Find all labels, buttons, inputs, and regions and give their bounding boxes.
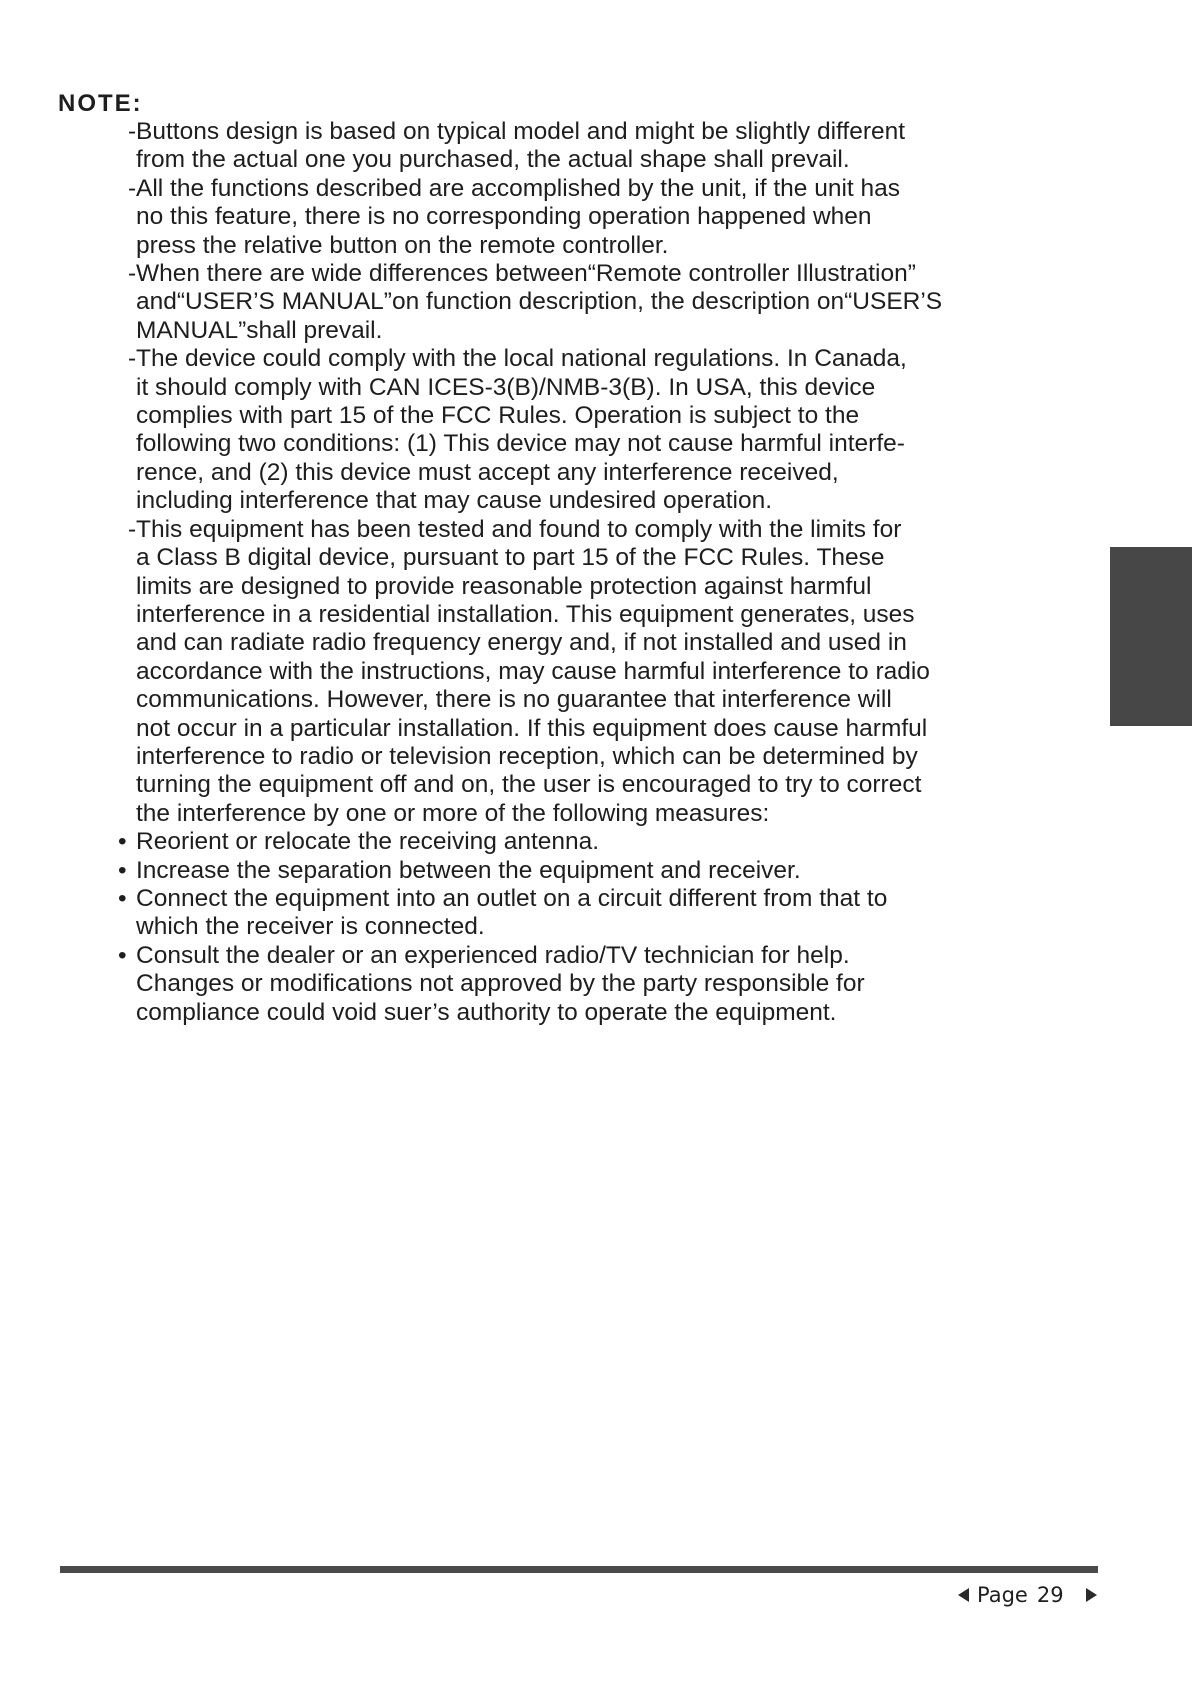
note-text-line: from the actual one you purchased, the actual shape shall prevail. xyxy=(136,146,850,174)
bullet-marker: • xyxy=(118,941,127,969)
note-text-line: When there are wide differences between“Remote controller Illustration” xyxy=(136,260,916,288)
page-number: 29 xyxy=(1036,1583,1064,1607)
note-item xyxy=(120,345,1060,515)
previous-page-arrow-icon[interactable] xyxy=(958,1588,969,1602)
bullet-item xyxy=(120,828,1060,856)
note-text-line: accordance with the instructions, may cause harmful interference to radio xyxy=(136,657,930,685)
note-text-line: Buttons design is based on typical model and might be slightly different xyxy=(136,118,906,145)
dash-marker: - xyxy=(128,515,137,543)
note-text-line: not occur in a particular installation. If this equipment does cause harmful xyxy=(136,714,928,742)
note-text-line: Increase the separation between the equipment and receiver. xyxy=(136,856,801,884)
note-item xyxy=(120,175,1060,260)
bullet-item xyxy=(120,942,1060,1027)
note-text-line: turning the equipment off and on, the user is encouraged to try to correct xyxy=(136,771,922,799)
dash-marker: - xyxy=(128,345,137,373)
bullet-marker: • xyxy=(118,884,127,912)
note-text-line: no this feature, there is no corresponding operation happened when xyxy=(136,203,872,231)
note-text-line: following two conditions: (1) This device may not cause harmful interfe- xyxy=(136,430,905,458)
note-text-line: including interference that may cause undesired operation. xyxy=(136,487,773,515)
note-text-line: interference to radio or television reception, which can be determined by xyxy=(136,742,918,770)
bullet-marker: • xyxy=(118,856,127,884)
dash-marker: - xyxy=(128,118,137,145)
note-text-line: This equipment has been tested and found to comply with the limits for xyxy=(136,515,902,543)
note-text-line: a Class B digital device, pursuant to part 15 of the FCC Rules. These xyxy=(136,544,885,572)
bullet-item xyxy=(120,857,1060,885)
bullet-item xyxy=(120,885,1060,942)
note-text-line: communications. However, there is no guarantee that interference will xyxy=(136,686,892,714)
footer-divider xyxy=(60,1566,1098,1573)
note-text-line: Consult the dealer or an experienced radio/TV technician for help. xyxy=(136,941,850,969)
note-item xyxy=(120,260,1060,345)
note-text-line: limits are designed to provide reasonable protection against harmful xyxy=(136,572,872,600)
note-text-line: MANUAL”shall prevail. xyxy=(136,316,383,344)
note-text-line: All the functions described are accomplished by the unit, if the unit has xyxy=(136,174,901,202)
side-section-tab xyxy=(1110,547,1192,726)
page-navigation xyxy=(958,1580,1097,1610)
note-item xyxy=(120,516,1060,828)
dash-marker: - xyxy=(128,260,137,288)
notes-list xyxy=(120,118,1060,1027)
note-text-line: The device could comply with the local national regulations. In Canada, xyxy=(136,345,907,373)
note-text-line: it should comply with CAN ICES-3(B)/NMB-3(B). In USA, this device xyxy=(136,373,876,401)
note-text-line: complies with part 15 of the FCC Rules. Operation is subject to the xyxy=(136,402,860,430)
note-text-line: which the receiver is connected. xyxy=(136,913,485,941)
note-text-line: the interference by one or more of the following measures: xyxy=(136,799,770,827)
note-item xyxy=(120,118,1060,175)
note-text-line: press the relative button on the remote controller. xyxy=(136,231,669,259)
note-text-line: Reorient or relocate the receiving antenna. xyxy=(136,828,600,856)
note-text-line: and can radiate radio frequency energy and, if not installed and used in xyxy=(136,629,907,657)
note-text-line: interference in a residential installation. This equipment generates, uses xyxy=(136,600,915,628)
note-text-line: rence, and (2) this device must accept any interference received, xyxy=(136,458,839,486)
bullet-marker: • xyxy=(118,828,127,856)
page-label: Page xyxy=(977,1583,1028,1607)
note-text-line: Connect the equipment into an outlet on a circuit different from that to xyxy=(136,884,888,912)
note-text-line: compliance could void suer’s authority to operate the equipment. xyxy=(136,998,837,1026)
dash-marker: - xyxy=(128,174,137,202)
note-text-line: and“USER’S MANUAL”on function description, the description on“USER’S xyxy=(136,288,943,316)
note-text-line: Changes or modifications not approved by the party responsible for xyxy=(136,970,865,998)
next-page-arrow-icon[interactable] xyxy=(1086,1588,1097,1602)
note-heading: NOTE: xyxy=(58,90,143,117)
